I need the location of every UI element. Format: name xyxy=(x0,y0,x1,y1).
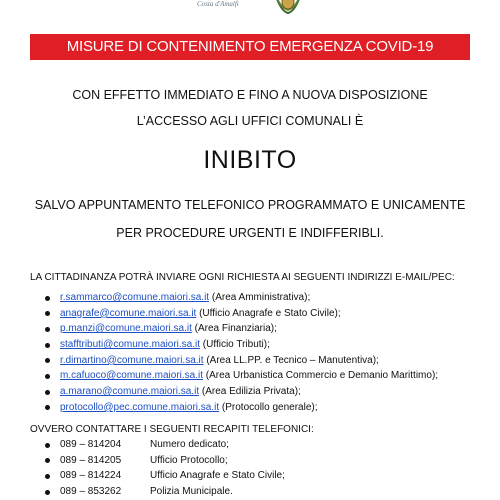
bullet-icon xyxy=(45,405,50,410)
list-item xyxy=(42,290,438,306)
phone-description: Polizia Municipale. xyxy=(150,486,233,498)
bullet-icon xyxy=(45,311,50,316)
bullet-icon xyxy=(45,296,50,301)
email-description: (Protocollo generale); xyxy=(219,401,318,413)
list-item xyxy=(42,437,285,453)
email-link[interactable]: r.dimartino@comune.maiori.sa.it xyxy=(60,354,204,366)
list-item xyxy=(42,484,285,500)
list-item xyxy=(42,321,438,337)
covid-banner: MISURE DI CONTENIMENTO EMERGENZA COVID-19 xyxy=(30,34,470,60)
list-item xyxy=(42,384,438,400)
email-description: (Area Urbanistica Commercio e Demanio Marittimo); xyxy=(202,370,439,382)
phone-description: Ufficio Protocollo; xyxy=(150,454,228,466)
phone-intro: OVVERO CONTATTARE I SEGUENTI RECAPITI TELEFONICI: xyxy=(30,424,314,435)
notice-line-2: L’ACCESSO AGLI UFFICI COMUNALI È xyxy=(136,114,364,128)
email-link[interactable]: protocollo@pec.comune.maiori.sa.it xyxy=(60,401,220,413)
email-link[interactable]: stafftributi@comune.maiori.sa.it xyxy=(60,339,201,351)
list-item xyxy=(42,453,285,469)
bullet-icon xyxy=(45,490,50,495)
email-link[interactable]: p.manzi@comune.maiori.sa.it xyxy=(60,323,192,335)
bullet-icon xyxy=(45,327,50,332)
municipal-crest-icon xyxy=(272,0,304,16)
bullet-icon xyxy=(45,390,50,395)
list-item xyxy=(42,400,438,416)
email-list xyxy=(42,290,438,416)
list-item xyxy=(42,306,438,322)
list-item xyxy=(42,368,438,384)
email-intro: LA CITTADINANZA POTRÀ INVIARE OGNI RICHIESTA AI SEGUENTI INDIRIZZI E-MAIL/PEC: xyxy=(30,272,455,283)
list-item xyxy=(42,468,285,484)
phone-list xyxy=(42,437,285,500)
notice-line-4: PER PROCEDURE URGENTI E INDIFFERIBLI. xyxy=(116,226,384,240)
phone-description: Numero dedicato; xyxy=(150,439,229,450)
phone-description: Ufficio Anagrafe e Stato Civile; xyxy=(150,470,285,482)
email-description: (Ufficio Tributi); xyxy=(200,339,270,351)
bullet-icon xyxy=(45,443,50,448)
letterhead xyxy=(0,0,500,26)
email-description: (Area Amministrativa); xyxy=(209,292,311,303)
phone-number: 089 – 814224 xyxy=(60,470,122,482)
email-description: (Ufficio Anagrafe e Stato Civile); xyxy=(196,307,341,319)
email-description: (Area LL.PP. e Tecnico – Manutentiva); xyxy=(203,354,379,366)
email-link[interactable]: anagrafe@comune.maiori.sa.it xyxy=(60,307,197,319)
bullet-icon xyxy=(45,458,50,463)
phone-number: 089 – 814204 xyxy=(60,439,122,450)
email-description: (Area Finanziaria); xyxy=(191,323,277,335)
bullet-icon xyxy=(45,343,50,348)
town-subtitle: Costa d'Amalfi xyxy=(197,0,239,8)
email-link[interactable]: m.cafuoco@comune.maiori.sa.it xyxy=(60,370,203,382)
notice-line-3: SALVO APPUNTAMENTO TELEFONICO PROGRAMMATO E UNICAMENTE xyxy=(34,198,466,212)
phone-number: 089 – 814205 xyxy=(60,454,122,466)
email-description: (Area Edilizia Privata); xyxy=(199,386,301,398)
access-status-heading: INIBITO xyxy=(203,146,297,174)
list-item xyxy=(42,337,438,353)
phone-number: 089 – 853262 xyxy=(60,486,122,498)
list-item xyxy=(42,353,438,369)
email-link[interactable]: r.sammarco@comune.maiori.sa.it xyxy=(60,292,210,303)
bullet-icon xyxy=(45,474,50,479)
notice-line-1: CON EFFETTO IMMEDIATO E FINO A NUOVA DISPOSIZIONE xyxy=(72,88,428,102)
bullet-icon xyxy=(45,358,50,363)
email-link[interactable]: a.marano@comune.maiori.sa.it xyxy=(60,386,200,398)
bullet-icon xyxy=(45,374,50,379)
